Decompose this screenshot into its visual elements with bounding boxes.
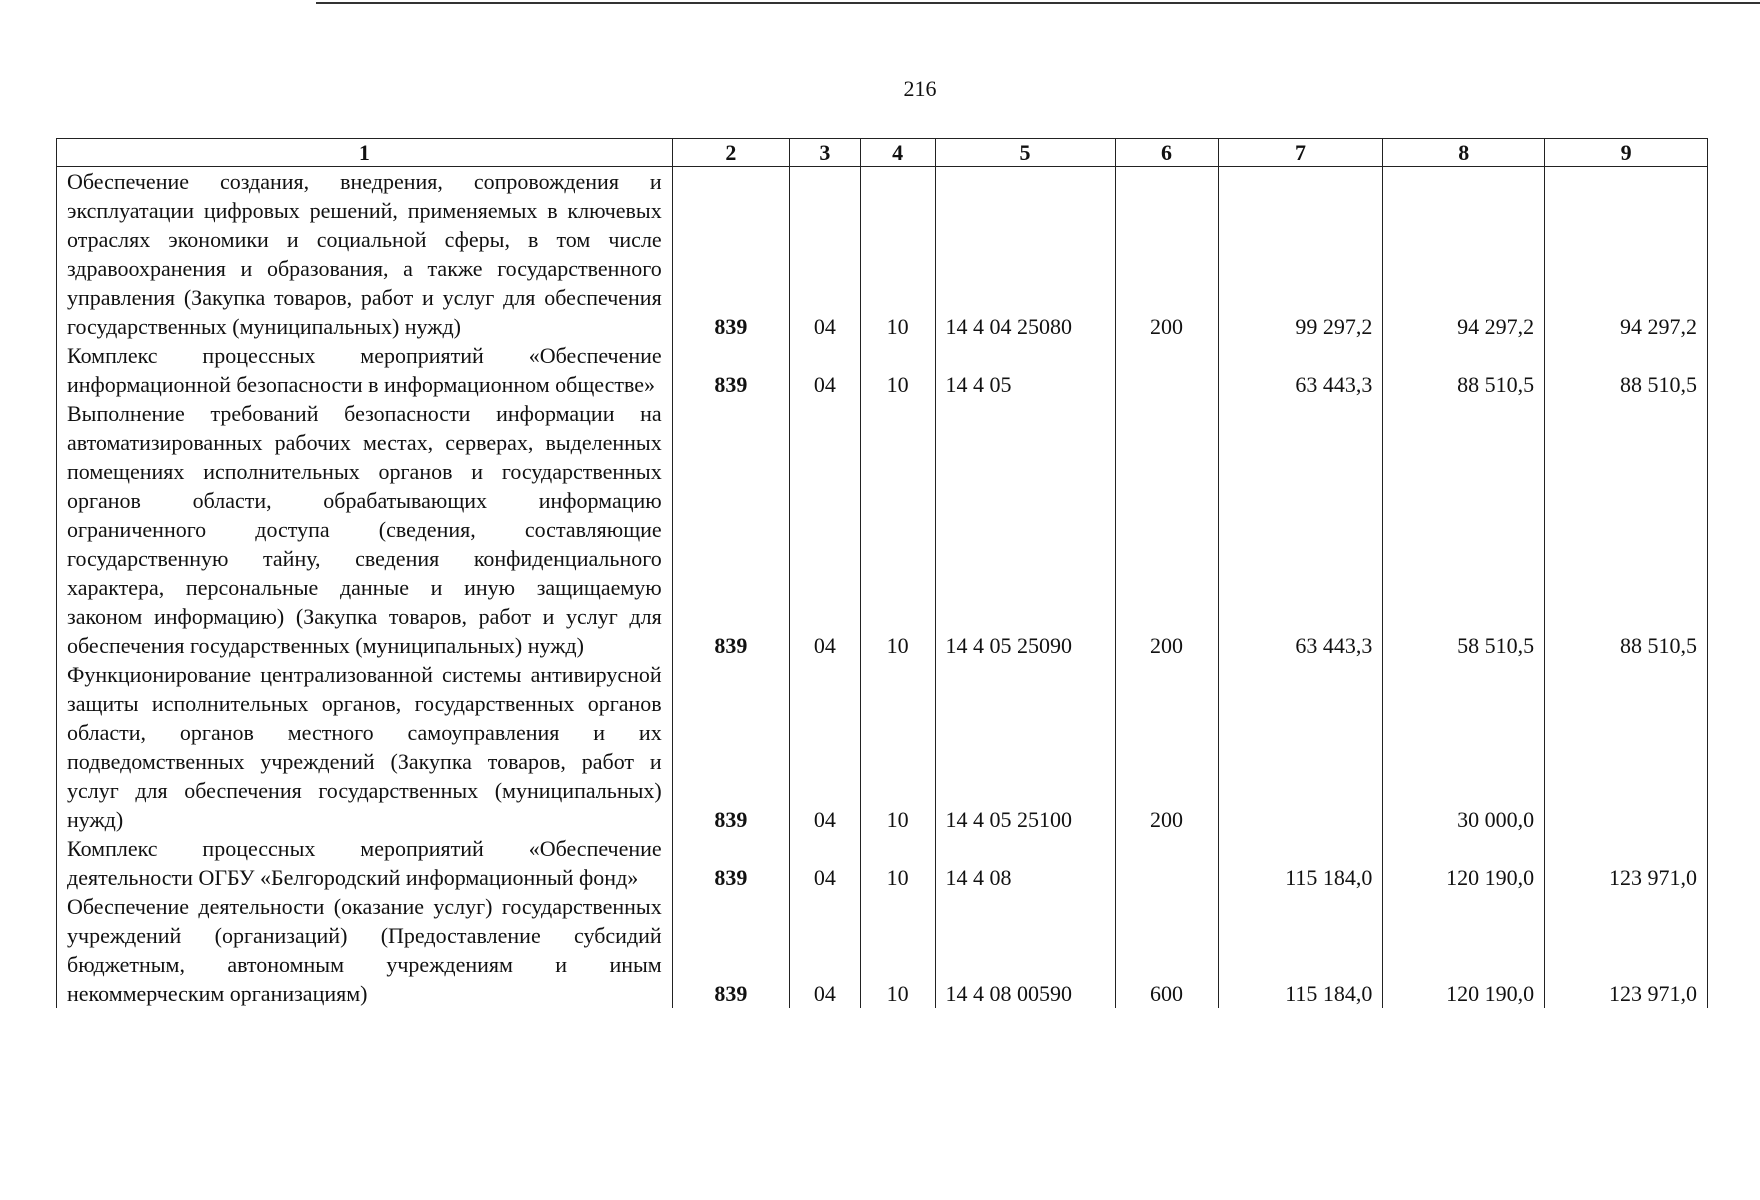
header-col-1: 1 [57,139,673,167]
table-row [57,341,1708,399]
row-description: Комплекс процессных мероприятий «Обеспечение информационной безопасности в информационном обществе» [57,341,673,399]
header-col-3: 3 [789,139,860,167]
amount-col-9: 123 971,0 [1545,892,1708,1008]
amount-col-7: 99 297,2 [1218,167,1383,342]
header-col-9: 9 [1545,139,1708,167]
subsection-code: 10 [860,892,935,1008]
table-row [57,399,1708,660]
row-description: Выполнение требований безопасности информации на автоматизированных рабочих местах, серверах, выделенных помещениях исполнительных органов и государственных органов области, обрабатывающих информацию ограниченного доступа (сведения, составляющие государственную тайну, сведения конфиденциального характера, персональные данные и иную защищаемую законом информацию) (Закупка товаров, работ и услуг для обеспечения государственных (муниципальных) нужд) [57,399,673,660]
expense-type [1115,341,1218,399]
target-code: 14 4 05 25100 [935,660,1115,834]
ministry-code: 839 [672,167,789,342]
row-description: Обеспечение создания, внедрения, сопровождения и эксплуатации цифровых решений, применяемых в ключевых отраслях экономики и социальной сферы, в том числе здравоохранения и образования, а также государственного управления (Закупка товаров, работ и услуг для обеспечения государственных (муниципальных) нужд) [57,167,673,342]
row-description: Функционирование централизованной системы антивирусной защиты исполнительных органов, государственных органов области, органов местного самоуправления и их подведомственных учреждений (Закупка товаров, работ и услуг для обеспечения государственных (муниципальных) нужд) [57,660,673,834]
expense-type: 200 [1115,167,1218,342]
amount-col-8: 58 510,5 [1383,399,1545,660]
amount-col-9 [1545,660,1708,834]
ministry-code: 839 [672,892,789,1008]
amount-col-9: 88 510,5 [1545,341,1708,399]
header-col-5: 5 [935,139,1115,167]
section-code: 04 [789,660,860,834]
expense-type: 200 [1115,660,1218,834]
ministry-code: 839 [672,834,789,892]
header-col-6: 6 [1115,139,1218,167]
amount-col-8: 94 297,2 [1383,167,1545,342]
amount-col-7: 115 184,0 [1218,892,1383,1008]
amount-col-8: 120 190,0 [1383,834,1545,892]
page-number: 216 [903,76,937,101]
subsection-code: 10 [860,341,935,399]
header-col-7: 7 [1218,139,1383,167]
table-row [57,834,1708,892]
target-code: 14 4 05 25090 [935,399,1115,660]
target-code: 14 4 04 25080 [935,167,1115,342]
ministry-code: 839 [672,399,789,660]
subsection-code: 10 [860,167,935,342]
amount-col-8: 30 000,0 [1383,660,1545,834]
budget-table [56,138,1708,1008]
subsection-code: 10 [860,834,935,892]
target-code: 14 4 08 00590 [935,892,1115,1008]
amount-col-7: 115 184,0 [1218,834,1383,892]
ministry-code: 839 [672,341,789,399]
row-description: Обеспечение деятельности (оказание услуг) государственных учреждений (организаций) (Предоставление субсидий бюджетным, автономным учреждениям и иным некоммерческим организациям) [57,892,673,1008]
amount-col-9: 123 971,0 [1545,834,1708,892]
table-row [57,660,1708,834]
amount-col-7 [1218,660,1383,834]
target-code: 14 4 05 [935,341,1115,399]
section-code: 04 [789,399,860,660]
section-code: 04 [789,341,860,399]
header-col-8: 8 [1383,139,1545,167]
header-col-4: 4 [860,139,935,167]
target-code: 14 4 08 [935,834,1115,892]
amount-col-9: 94 297,2 [1545,167,1708,342]
expense-type [1115,834,1218,892]
ministry-code: 839 [672,660,789,834]
table-row [57,167,1708,342]
expense-type: 600 [1115,892,1218,1008]
section-code: 04 [789,167,860,342]
amount-col-9: 88 510,5 [1545,399,1708,660]
amount-col-7: 63 443,3 [1218,341,1383,399]
section-code: 04 [789,892,860,1008]
subsection-code: 10 [860,399,935,660]
amount-col-8: 120 190,0 [1383,892,1545,1008]
amount-col-8: 88 510,5 [1383,341,1545,399]
top-rule [316,2,1760,4]
header-row [57,139,1708,167]
expense-type: 200 [1115,399,1218,660]
subsection-code: 10 [860,660,935,834]
header-col-2: 2 [672,139,789,167]
amount-col-7: 63 443,3 [1218,399,1383,660]
section-code: 04 [789,834,860,892]
table-row [57,892,1708,1008]
row-description: Комплекс процессных мероприятий «Обеспечение деятельности ОГБУ «Белгородский информационный фонд» [57,834,673,892]
